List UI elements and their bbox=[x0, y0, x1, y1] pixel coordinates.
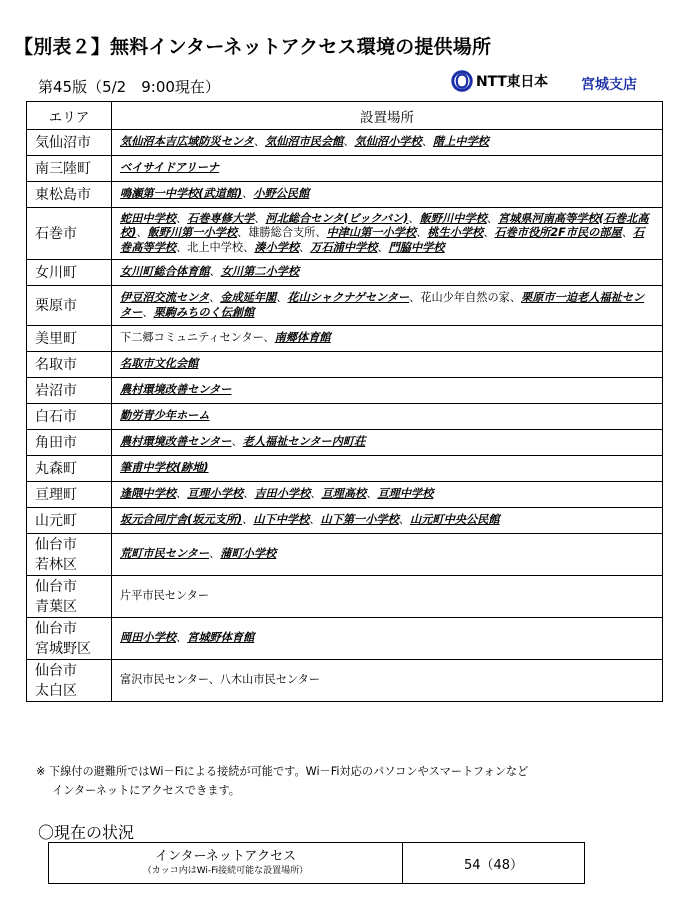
table-row bbox=[27, 618, 663, 660]
status-heading: 〇現在の状況 bbox=[38, 823, 135, 842]
table-header-row bbox=[27, 102, 663, 130]
area-cell: 白石市 bbox=[27, 404, 112, 430]
wifi-location: 吉田小学校 bbox=[254, 487, 311, 501]
location-text: 、 bbox=[209, 265, 221, 279]
table-row bbox=[27, 286, 663, 326]
wifi-location: 石巻市役所2F市民の部屋 bbox=[494, 226, 622, 240]
wifi-location: 南郷体育館 bbox=[274, 331, 331, 345]
area-cell: 岩沼市 bbox=[27, 378, 112, 404]
area-cell: 南三陸町 bbox=[27, 156, 112, 182]
places-cell bbox=[112, 576, 663, 618]
wifi-location: 鳴瀬第一中学校(武道館) bbox=[120, 187, 243, 201]
places-cell bbox=[112, 456, 663, 482]
area-cell: 仙台市 太白区 bbox=[27, 660, 112, 702]
location-text: 、 bbox=[621, 226, 633, 240]
table-body bbox=[27, 130, 663, 702]
places-cell bbox=[112, 430, 663, 456]
location-text: 、 bbox=[175, 631, 188, 645]
places-cell bbox=[112, 534, 663, 576]
table-row bbox=[27, 660, 663, 702]
area-cell: 美里町 bbox=[27, 326, 112, 352]
area-cell: 名取市 bbox=[27, 352, 112, 378]
ntt-logo-text: NTT東日本 bbox=[476, 74, 548, 90]
wifi-location: 金成延年閣 bbox=[220, 291, 277, 304]
wifi-location: 亘理小学校 bbox=[187, 487, 244, 501]
location-text: 、花山少年自然の家、 bbox=[409, 291, 522, 304]
area-cell: 角田市 bbox=[27, 430, 112, 456]
wifi-location: 蛇田中学校 bbox=[120, 211, 176, 225]
area-cell: 気仙沼市 bbox=[27, 130, 112, 156]
area-cell: 石巻市 bbox=[27, 208, 112, 260]
location-text: 、 bbox=[486, 211, 498, 225]
wifi-location: 伊豆沼交流センタ bbox=[120, 291, 210, 304]
location-text: 富沢市民センター、八木山市民センター bbox=[120, 673, 321, 687]
wifi-location: 万石浦中学校 bbox=[310, 240, 378, 254]
table-row bbox=[27, 534, 663, 576]
column-header-area: エリア bbox=[27, 102, 112, 130]
note-line-1: ※ 下線付の避難所ではWi－Fiによる接続が可能です。Wi－Fi対応のパソコンやスマートフォンなど bbox=[36, 765, 529, 778]
wifi-location: 門脇中学校 bbox=[388, 240, 445, 254]
wifi-location: 河北総合センタ(ビックバン) bbox=[265, 211, 409, 225]
wifi-location: 気仙沼本吉広域防災センタ bbox=[120, 135, 254, 149]
wifi-location: 気仙沼市民会館 bbox=[265, 135, 344, 149]
area-cell: 東松島市 bbox=[27, 182, 112, 208]
wifi-location: 飯野川中学校 bbox=[419, 211, 487, 225]
places-cell bbox=[112, 508, 663, 534]
location-text: 、 bbox=[242, 513, 254, 527]
wifi-location: 亘理中学校 bbox=[377, 487, 434, 501]
places-cell bbox=[112, 482, 663, 508]
document-title: 【別表２】無料インターネットアクセス環境の提供場所 bbox=[14, 36, 492, 58]
location-text: 、 bbox=[175, 487, 188, 501]
wifi-location: 山下中学校 bbox=[253, 513, 310, 527]
wifi-location: 荒町市民センター bbox=[120, 547, 210, 561]
location-text: 、 bbox=[231, 435, 243, 449]
table-row bbox=[27, 508, 663, 534]
places-cell bbox=[112, 130, 663, 156]
ntt-logo bbox=[451, 70, 548, 92]
area-cell: 女川町 bbox=[27, 260, 112, 286]
wifi-location: 階上中学校 bbox=[432, 135, 489, 149]
area-cell: 仙台市 若林区 bbox=[27, 534, 112, 576]
table-row bbox=[27, 208, 663, 260]
location-text: 、 bbox=[209, 291, 221, 304]
location-text: 、 bbox=[254, 211, 266, 225]
places-cell bbox=[112, 260, 663, 286]
location-text: 、 bbox=[366, 487, 378, 501]
wifi-location: 山下第一小学校 bbox=[320, 513, 399, 527]
location-text: 、 bbox=[309, 513, 321, 527]
table-row bbox=[27, 404, 663, 430]
location-text: 、 bbox=[310, 487, 322, 501]
location-text: 、 bbox=[343, 135, 355, 149]
wifi-location: 中津山第一小学校 bbox=[326, 226, 417, 240]
wifi-location: 農村環境改善センター bbox=[120, 435, 232, 449]
location-text: 下二郷コミュニティセンター、 bbox=[120, 331, 275, 345]
table-row bbox=[27, 430, 663, 456]
area-cell: 山元町 bbox=[27, 508, 112, 534]
wifi-location: 名取市文化会館 bbox=[120, 357, 199, 371]
table-row bbox=[27, 378, 663, 404]
table-row bbox=[27, 260, 663, 286]
table-row bbox=[27, 456, 663, 482]
locations-table bbox=[26, 101, 663, 702]
wifi-location: 女川町総合体育館 bbox=[120, 265, 210, 279]
wifi-location: 宮城野体育館 bbox=[187, 631, 255, 645]
table-row bbox=[27, 156, 663, 182]
wifi-location: 蒲町小学校 bbox=[220, 547, 277, 561]
wifi-location: 亘理高校 bbox=[321, 487, 367, 501]
table-row bbox=[27, 326, 663, 352]
location-text: 、 bbox=[483, 226, 495, 240]
wifi-location: 気仙沼小学校 bbox=[354, 135, 422, 149]
location-text: 、 bbox=[408, 211, 420, 225]
places-cell bbox=[112, 182, 663, 208]
location-text: 、 bbox=[175, 211, 188, 225]
wifi-location: ベイサイドアリーナ bbox=[120, 161, 220, 175]
branch-label: 宮城支店 bbox=[581, 77, 637, 93]
wifi-location: 山元町中央公民館 bbox=[410, 513, 500, 527]
location-text: 、 bbox=[209, 547, 221, 561]
area-cell: 仙台市 宮城野区 bbox=[27, 618, 112, 660]
wifi-note bbox=[36, 762, 528, 800]
table-row bbox=[27, 352, 663, 378]
area-cell: 栗原市 bbox=[27, 286, 112, 326]
places-cell bbox=[112, 286, 663, 326]
table-row bbox=[27, 576, 663, 618]
wifi-location: 湊小学校 bbox=[254, 240, 300, 254]
places-cell bbox=[112, 378, 663, 404]
places-cell bbox=[112, 660, 663, 702]
wifi-location: 筆甫中学校(跡地) bbox=[120, 461, 209, 475]
wifi-location: 飯野川第一小学校 bbox=[147, 226, 238, 240]
location-text: 、 bbox=[142, 305, 154, 319]
table-row bbox=[27, 482, 663, 508]
wifi-location: 勤労青少年ホーム bbox=[120, 409, 210, 423]
location-text: 、雄勝総合支所、 bbox=[237, 226, 327, 240]
places-cell bbox=[112, 326, 663, 352]
location-text: 、北上中学校、 bbox=[175, 240, 255, 254]
wifi-location: 岡田小学校 bbox=[120, 631, 176, 645]
wifi-location: 坂元合同庁舎(坂元支所) bbox=[120, 513, 243, 527]
location-text: 、 bbox=[253, 135, 266, 149]
location-text: 、 bbox=[136, 226, 148, 240]
location-text: 、 bbox=[416, 226, 428, 240]
wifi-location: 栗駒みちのく伝創館 bbox=[153, 305, 255, 319]
location-text: 、 bbox=[243, 487, 255, 501]
location-text: 、 bbox=[421, 135, 433, 149]
location-text: 、 bbox=[299, 240, 311, 254]
area-cell: 亘理町 bbox=[27, 482, 112, 508]
places-cell bbox=[112, 618, 663, 660]
status-table bbox=[48, 842, 585, 884]
ntt-logo-icon bbox=[451, 70, 473, 92]
status-value: 54（48） bbox=[403, 843, 585, 884]
location-text: 、 bbox=[242, 187, 254, 201]
location-text: 、 bbox=[377, 240, 389, 254]
wifi-location: 老人福祉センター内町荘 bbox=[242, 435, 366, 449]
area-cell: 丸森町 bbox=[27, 456, 112, 482]
wifi-location: 農村環境改善センター bbox=[120, 383, 232, 397]
note-line-2: インターネットにアクセスできます。 bbox=[52, 784, 240, 797]
table-row bbox=[27, 130, 663, 156]
column-header-places: 設置場所 bbox=[112, 102, 663, 130]
location-text: 、 bbox=[398, 513, 410, 527]
places-cell bbox=[112, 352, 663, 378]
wifi-location: 栗原市一迫老人福祉センター bbox=[120, 291, 645, 319]
wifi-location: 逢隈中学校 bbox=[120, 487, 176, 501]
status-row bbox=[49, 843, 585, 884]
wifi-location: 石巻高等学校 bbox=[120, 226, 645, 254]
status-label-cell bbox=[49, 843, 403, 884]
wifi-location: 小野公民館 bbox=[253, 187, 310, 201]
wifi-location: 宮城県河南高等学校(石巻北高校) bbox=[120, 211, 649, 240]
wifi-location: 女川第二小学校 bbox=[220, 265, 300, 279]
places-cell bbox=[112, 208, 663, 260]
location-text: 、 bbox=[276, 291, 288, 304]
table-row bbox=[27, 182, 663, 208]
places-cell bbox=[112, 404, 663, 430]
places-cell bbox=[112, 156, 663, 182]
version-label: 第45版（5/2 9:00現在） bbox=[38, 78, 220, 96]
status-sublabel: （カッコ内はWi-Fi接続可能な設置場所） bbox=[142, 866, 309, 876]
wifi-location: 花山シャクナゲセンター bbox=[287, 291, 410, 304]
status-label: インターネットアクセス bbox=[154, 849, 297, 864]
location-text: 片平市民センター bbox=[120, 589, 210, 603]
area-cell: 仙台市 青葉区 bbox=[27, 576, 112, 618]
wifi-location: 石巻専修大学 bbox=[187, 211, 255, 225]
wifi-location: 桃生小学校 bbox=[427, 226, 484, 240]
